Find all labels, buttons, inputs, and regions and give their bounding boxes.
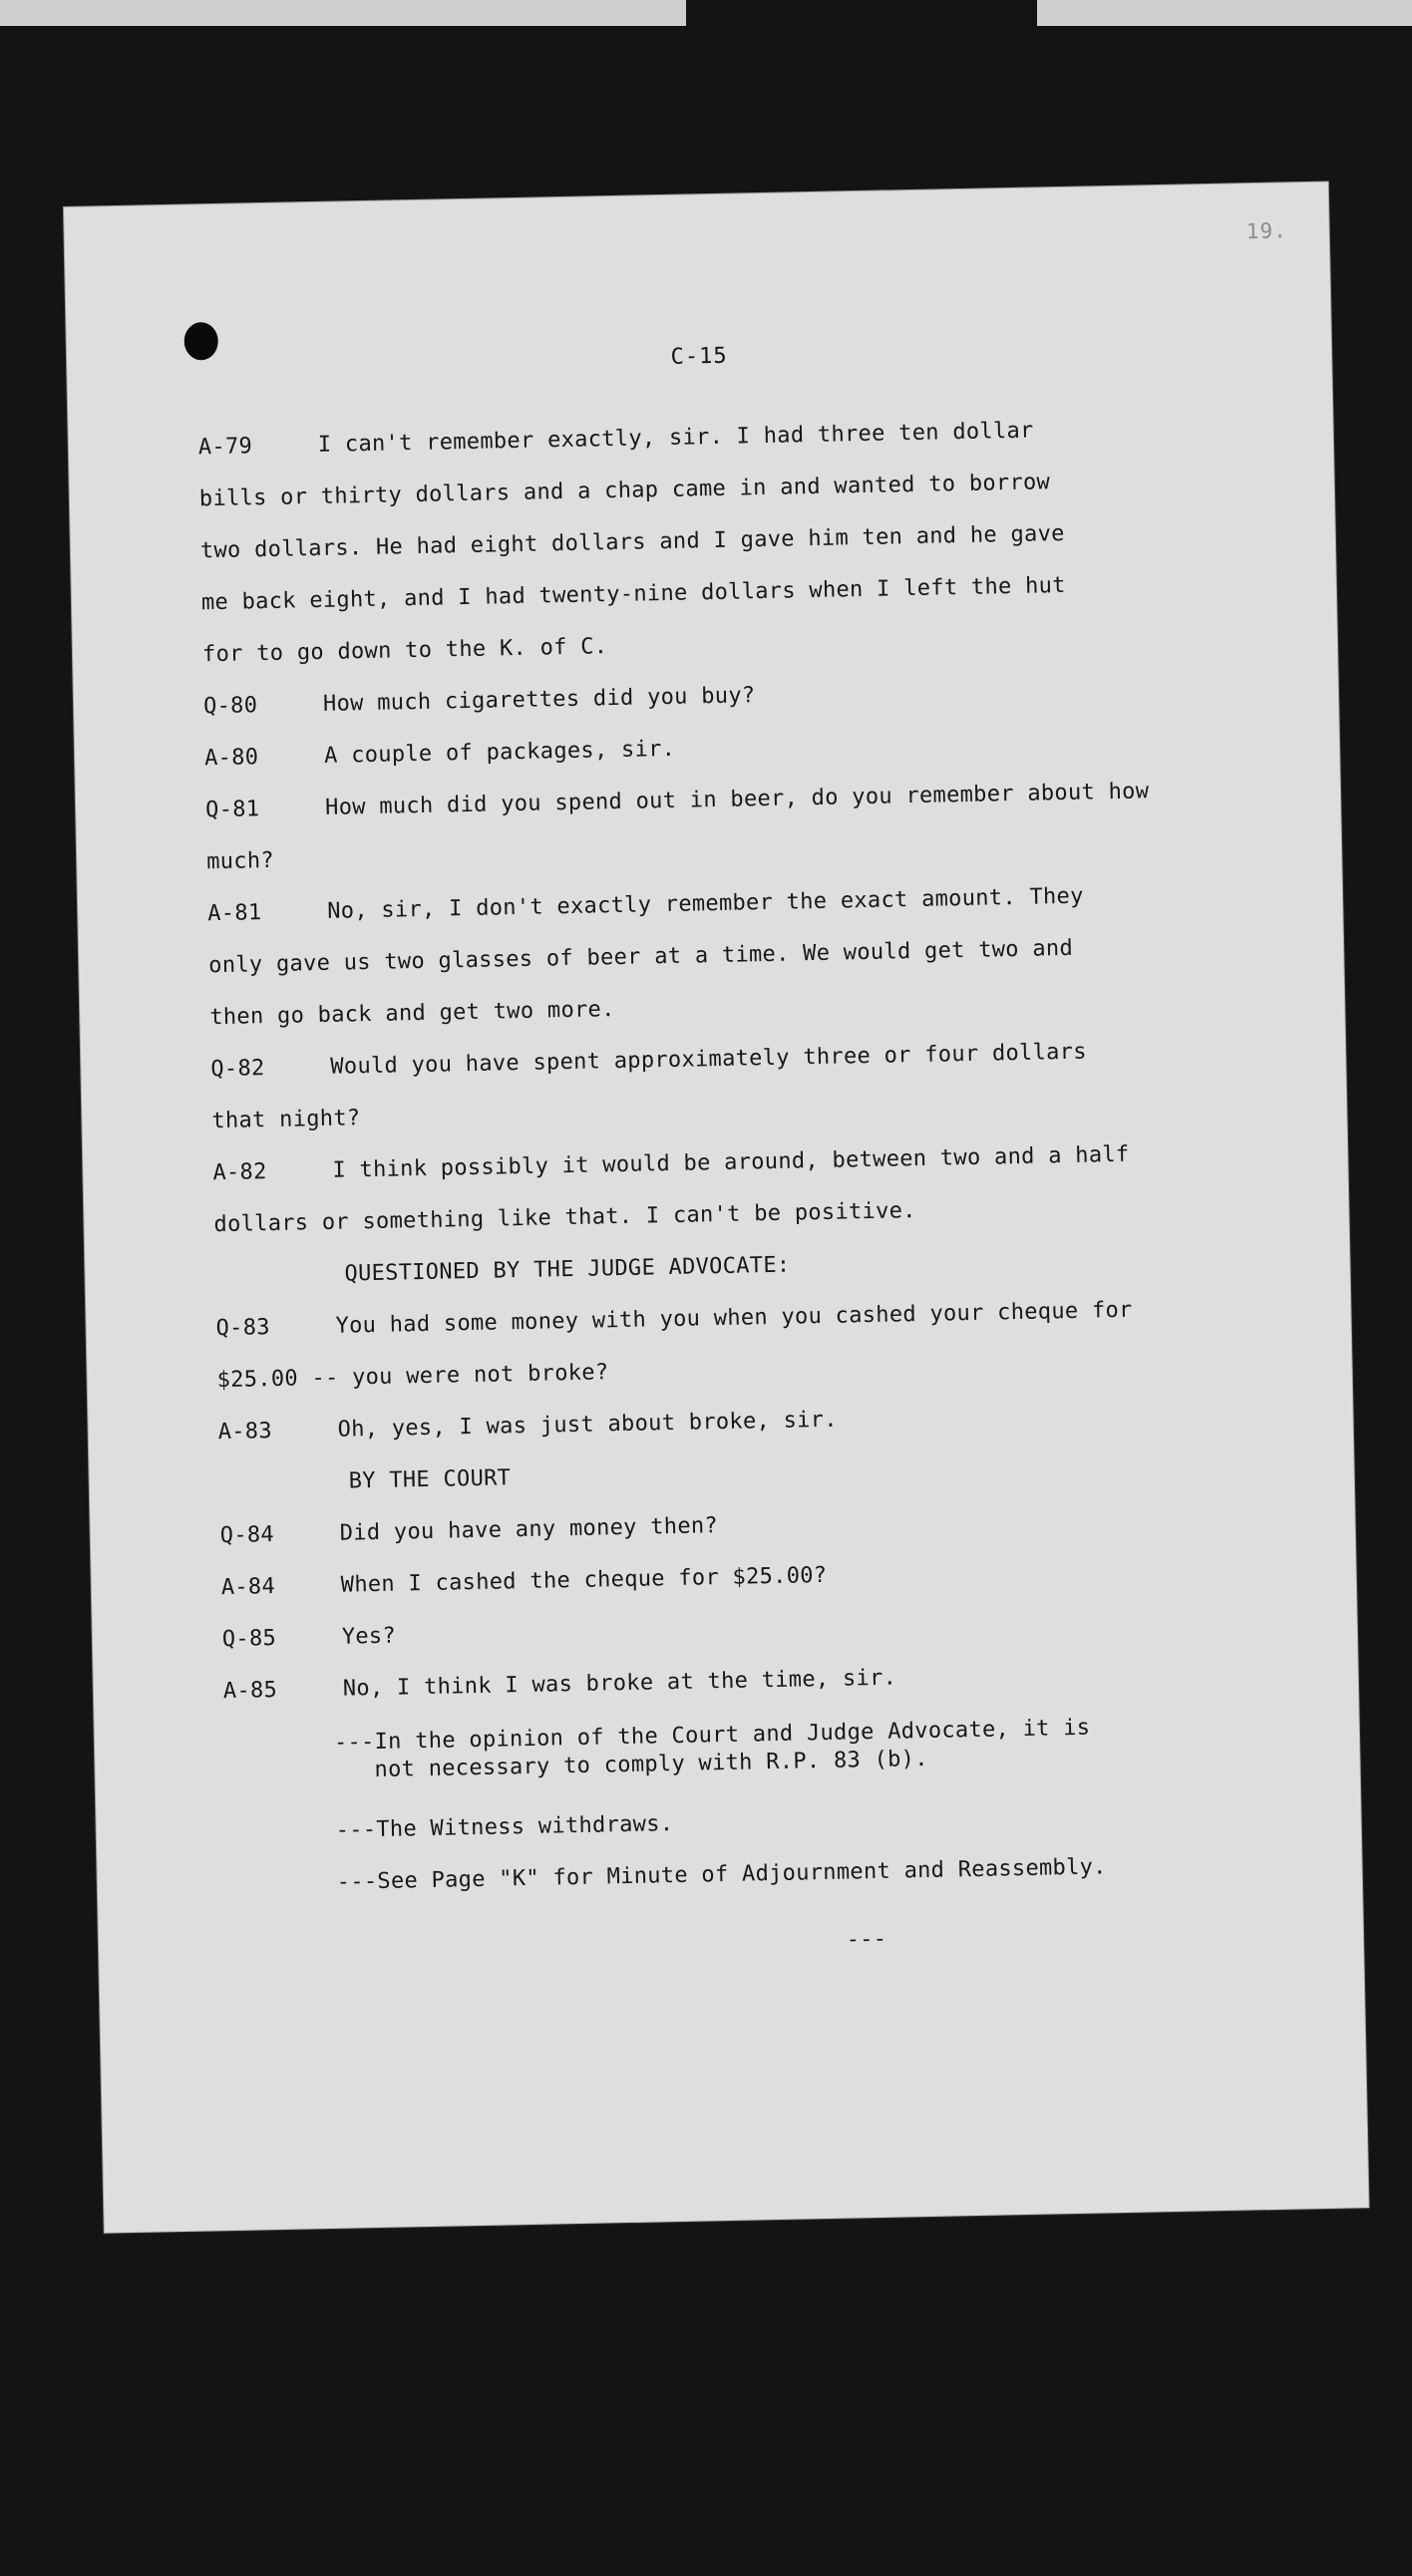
transcript-entries-judge-advocate xyxy=(215,1281,1295,1458)
heading-judge-advocate: QUESTIONED BY THE JUDGE ADVOCATE: xyxy=(344,1252,791,1287)
entry-code: Q-83 xyxy=(215,1315,271,1342)
entry-code: A-80 xyxy=(203,745,259,772)
page-number: 19. xyxy=(1245,218,1287,244)
entry-code: Q-85 xyxy=(221,1626,277,1653)
adjacent-frame-left xyxy=(0,0,686,26)
entry-text: me back eight, and I had twenty-nine dollars when I left the hut xyxy=(200,572,1066,616)
note-opinion-line1: ---In the opinion of the Court and Judge Advocate, it is xyxy=(333,1715,1091,1756)
note-witness-withdraws: ---The Witness withdraws. xyxy=(335,1811,674,1843)
entry-text: for to go down to the K. of C. xyxy=(201,634,608,668)
entry-code: Q-81 xyxy=(204,797,260,823)
entry-code: A-84 xyxy=(220,1574,276,1601)
entry-text: Would you have spent approximately three or four dollars xyxy=(330,1039,1087,1080)
entry-text: that night? xyxy=(211,1106,361,1134)
page-header: C-15 xyxy=(670,343,728,370)
note-opinion xyxy=(224,1710,1302,1787)
entry-code: A-82 xyxy=(212,1159,267,1186)
transcript-body xyxy=(197,401,1305,1979)
adjacent-frame-right xyxy=(1037,0,1412,26)
entry-code: Q-82 xyxy=(210,1056,265,1083)
heading-by-the-court: BY THE COURT xyxy=(348,1465,512,1494)
entry-text: Yes? xyxy=(341,1623,397,1650)
entry-text: Oh, yes, I was just about broke, sir. xyxy=(337,1407,838,1443)
entry-text: How much did you spend out in beer, do you remember about how xyxy=(324,779,1150,820)
entry-code: Q-80 xyxy=(202,693,258,720)
entry-text: A couple of packages, sir. xyxy=(323,736,676,769)
entry-text: Did you have any money then? xyxy=(339,1513,719,1546)
transcript-entries xyxy=(197,401,1290,1252)
entry-text: When I cashed the cheque for $25.00? xyxy=(340,1562,828,1598)
entry-code: A-79 xyxy=(197,434,253,461)
entry-code: Q-84 xyxy=(219,1522,275,1549)
end-mark: --- xyxy=(846,1926,887,1953)
entry-text: No, sir, I don't exactly remember the exact amount. They xyxy=(326,883,1084,924)
entry-text: $25.00 -- you were not broke? xyxy=(216,1360,609,1394)
note-opinion-line2: not necessary to comply with R.P. 83 (b). xyxy=(374,1746,929,1783)
entry-text: I can't remember exactly, sir. I had three ten dollar xyxy=(317,418,1034,458)
entry-text: then go back and get two more. xyxy=(209,997,615,1031)
entry-code: A-85 xyxy=(222,1678,278,1705)
entry-text: No, I think I was broke at the time, sir. xyxy=(342,1665,897,1702)
entry-text: two dollars. He had eight dollars and I gave him ten and he gave xyxy=(199,520,1065,564)
entry-text: How much cigarettes did you buy? xyxy=(322,683,756,717)
entry-code: A-83 xyxy=(217,1419,273,1446)
transcript-entries-court xyxy=(219,1488,1300,1718)
note-see-page: ---See Page "K" for Minute of Adjournment and Reassembly. xyxy=(336,1854,1107,1895)
entry-text: bills or thirty dollars and a chap came in and wanted to borrow xyxy=(198,470,1051,512)
document-page xyxy=(64,182,1369,2233)
entry-text: much? xyxy=(205,847,275,875)
entry-code: A-81 xyxy=(207,900,262,927)
entry-text: only gave us two glasses of beer at a time. We would get two and xyxy=(208,935,1074,979)
entry-text: dollars or something like that. I can't be positive. xyxy=(213,1198,916,1238)
entry-text: I think possibly it would be around, between two and a half xyxy=(332,1141,1130,1183)
entry-text: You had some money with you when you cashed your cheque for xyxy=(335,1297,1133,1339)
